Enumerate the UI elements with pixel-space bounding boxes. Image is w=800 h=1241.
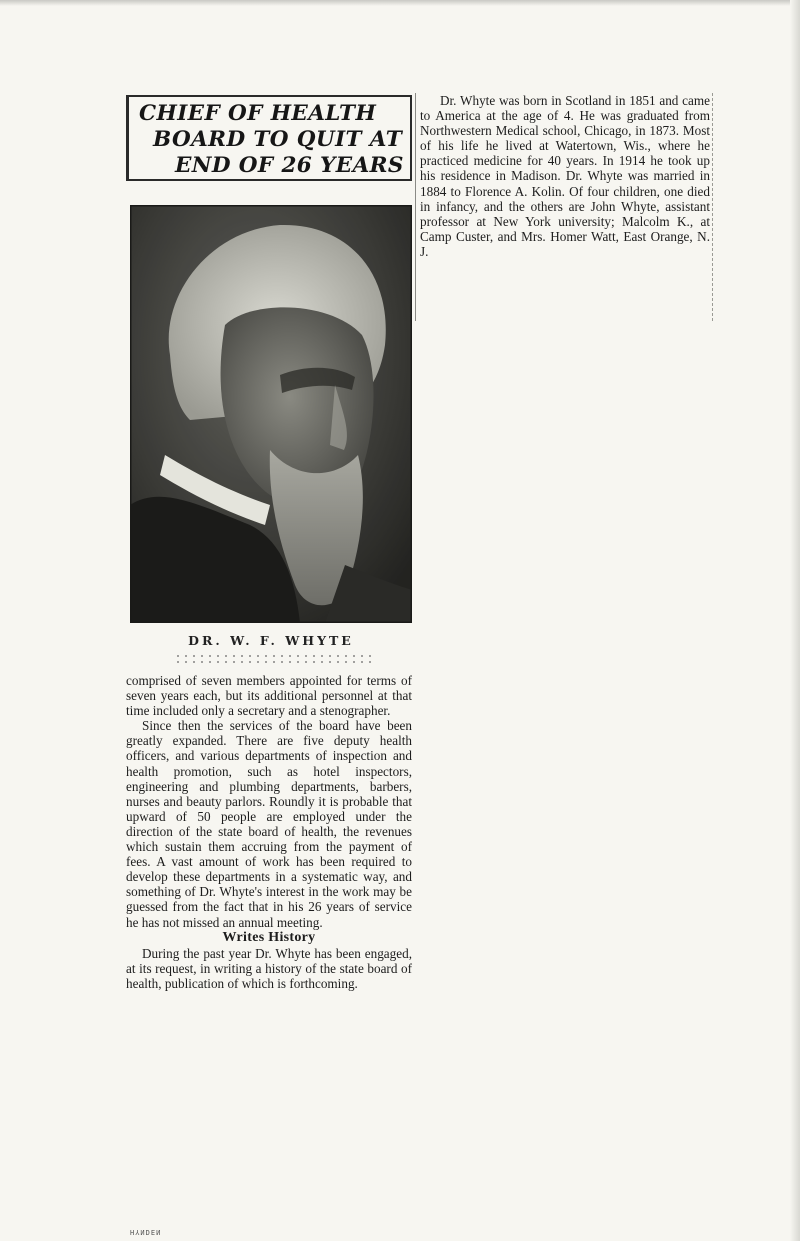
headline-line-3: END OF 26 YEARS: [175, 153, 404, 178]
paragraph: Dr. Whyte was born in Scotland in 1851 and came to America at the age of 4. He was graduated from Northwestern Medical school, Chicago, in 1873. Most of his life he lived at Watertown, Wis., where he practiced medicine for 40 years. In 1914 he took up his residence in Madison. Dr. Whyte was married in 1884 to Florence A. Kolin. Of four children, one died in infancy, and the others are John Whyte, assistant professor at New York university; Malcolm K., at Camp Custer, and Mrs. Homer Watt, East Orange, N. J.: [420, 93, 710, 259]
right-edge-rule: [712, 93, 713, 321]
headline-line-1: CHIEF OF HEALTH: [139, 101, 377, 126]
paragraph: During the past year Dr. Whyte has been engaged, at its request, in writing a history of the state board of health, publication of which is forthcoming.: [126, 945, 412, 991]
right-column-text: [420, 93, 710, 259]
photo-caption: DR. W. F. WHYTE: [188, 633, 354, 648]
headline-box: [126, 95, 412, 181]
headline-line-2: BOARD TO QUIT AT: [153, 127, 403, 152]
page-top-edge: [0, 0, 800, 6]
portrait-photo: [130, 205, 412, 623]
archive-stamp: HYNDEN: [130, 1228, 162, 1236]
caption-smudge-dots: [174, 653, 374, 665]
paragraph: comprised of seven members appointed for terms of seven years each, but its additional personnel at that time included only a secretary and a stenographer.: [126, 673, 412, 719]
page-right-edge: [790, 0, 800, 1241]
subheading: Writes History: [222, 929, 316, 945]
column-rule: [415, 93, 416, 321]
paragraph: Since then the services of the board have been greatly expanded. There are five deputy health officers, and various departments of inspection and health promotion, such as hotel inspectors, engineering and plumbing departments, barbers, nurses and beauty parlors. Roundly it is probable that upward of 50 people are employed under the direction of the state board of health, the revenues which sustain them accruing from the payment of fees. A vast amount of work has been required to develop these departments in a systematic way, and something of Dr. Whyte's interest in the work may be guessed from the fact that in his 26 years of service he has not missed an annual meeting.: [126, 718, 412, 930]
left-column-text: [126, 673, 412, 991]
newspaper-clipping: [108, 85, 720, 1145]
